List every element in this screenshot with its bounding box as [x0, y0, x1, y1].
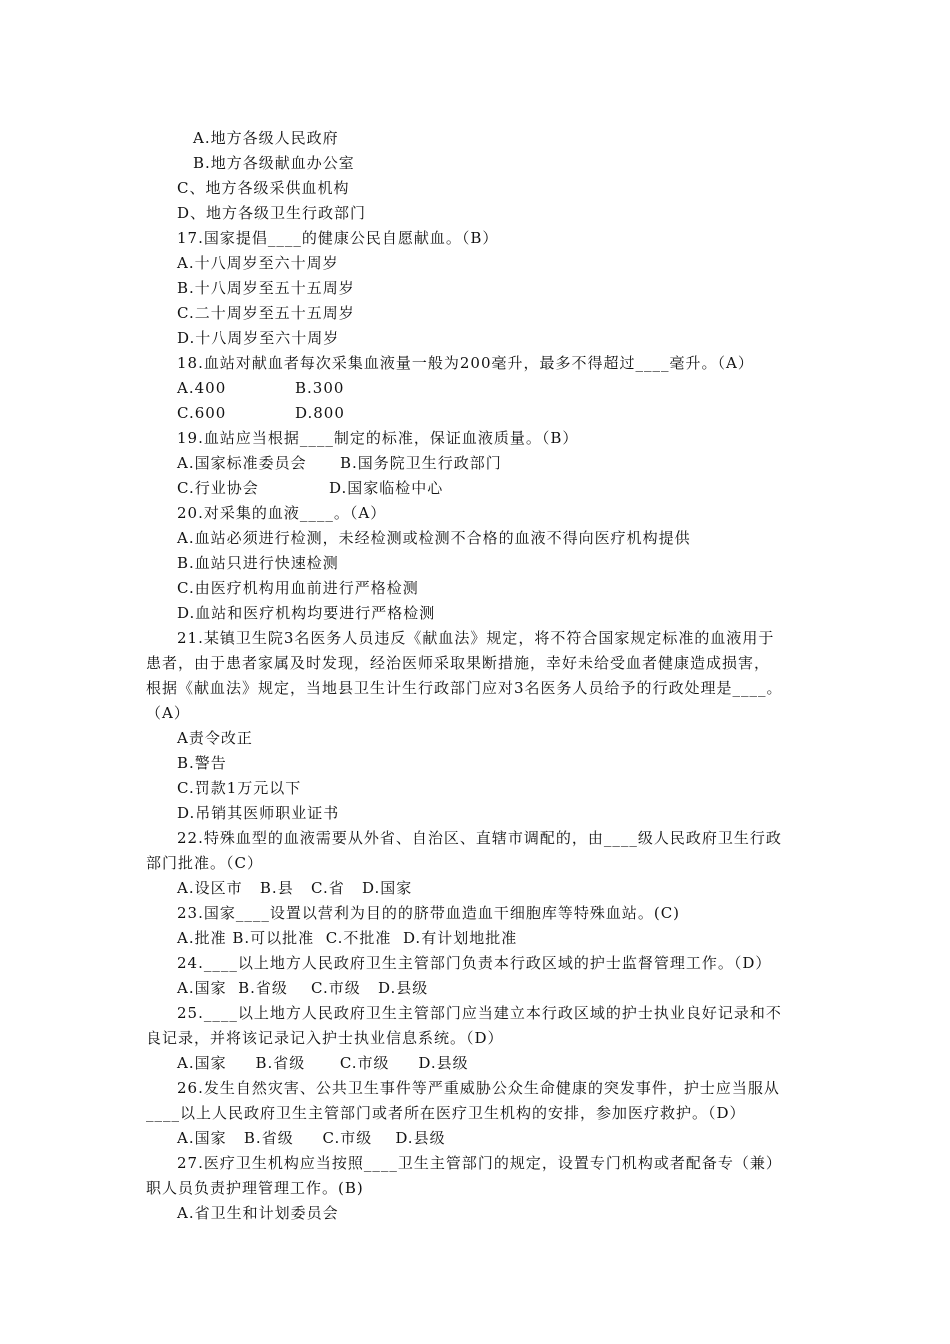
option-line: D.800: [295, 404, 345, 422]
option-line: A.血站必须进行检测，未经检测或检测不合格的血液不得向医疗机构提供: [177, 529, 691, 547]
question-line: 27.医疗卫生机构应当按照____卫生主管部门的规定，设置专门机构或者配备专（兼）: [177, 1154, 782, 1172]
option-line: C.罚款1万元以下: [177, 779, 302, 797]
question-line: 25.____以上地方人民政府卫生主管部门应当建立本行政区域的护士执业良好记录和不: [177, 1004, 782, 1022]
question-line: 部门批准。（C）: [146, 854, 263, 872]
option-line: A.批准 B.可以批准 C.不批准 D.有计划地批准: [177, 929, 518, 947]
question-line: 20.对采集的血液____。（A）: [177, 504, 387, 522]
question-line: 良记录，并将该记录记入护士执业信息系统。（D）: [146, 1029, 504, 1047]
question-line: ____以上人民政府卫生主管部门或者所在医疗卫生机构的安排，参加医疗救护。（D）: [146, 1104, 746, 1122]
option-line: A.十八周岁至六十周岁: [177, 254, 339, 272]
question-line: 职人员负责护理管理工作。(B): [146, 1179, 364, 1197]
option-line: A.400: [177, 379, 227, 397]
option-line: A.国家 B.省级 C.市级 D.县级: [177, 1054, 469, 1072]
question-line: 22.特殊血型的血液需要从外省、自治区、直辖市调配的，由____级人民政府卫生行政: [177, 829, 782, 847]
question-line: 根据《献血法》规定，当地县卫生计生行政部门应对3名医务人员给予的行政处理是____。: [146, 679, 783, 697]
question-line: 21.某镇卫生院3名医务人员违反《献血法》规定，将不符合国家规定标准的血液用于: [177, 629, 775, 647]
option-line: C.行业协会: [177, 479, 259, 497]
question-line: 18.血站对献血者每次采集血液量一般为200毫升，最多不得超过____毫升。（A）: [177, 354, 754, 372]
option-line: A.地方各级人民政府: [193, 129, 339, 147]
option-line: C、地方各级采供血机构: [177, 179, 350, 197]
option-line: B.300: [295, 379, 345, 397]
question-line: 26.发生自然灾害、公共卫生事件等严重威胁公众生命健康的突发事件，护士应当服从: [177, 1079, 780, 1097]
question-line: 24.____以上地方人民政府卫生主管部门负责本行政区域的护士监督管理工作。（D）: [177, 954, 772, 972]
option-line: D、地方各级卫生行政部门: [177, 204, 367, 222]
option-line: A.国家 B.省级 C.市级 D.县级: [177, 1129, 446, 1147]
question-line: （A）: [146, 704, 190, 722]
option-line: B.血站只进行快速检测: [177, 554, 339, 572]
question-line: 23.国家____设置以营利为目的的脐带血造血干细胞库等特殊血站。(C): [177, 904, 681, 922]
option-line: A.国家 B.省级 C.市级 D.县级: [177, 979, 429, 997]
option-line: D.十八周岁至六十周岁: [177, 329, 340, 347]
question-line: 患者，由于患者家属及时发现，经治医师采取果断措施，幸好未给受血者健康造成损害，: [146, 654, 771, 672]
option-line: A.省卫生和计划委员会: [177, 1204, 339, 1222]
option-line: B.十八周岁至五十五周岁: [177, 279, 355, 297]
option-line: A责令改正: [177, 729, 253, 747]
option-line: B.地方各级献血办公室: [193, 154, 355, 172]
option-line: A.国家标准委员会: [177, 454, 307, 472]
option-line: B.警告: [177, 754, 227, 772]
question-line: 19.血站应当根据____制定的标准，保证血液质量。（B）: [177, 429, 579, 447]
question-line: 17.国家提倡____的健康公民自愿献血。（B）: [177, 229, 499, 247]
option-line: B.国务院卫生行政部门: [340, 454, 502, 472]
option-line: C.600: [177, 404, 227, 422]
option-line: D.吊销其医师职业证书: [177, 804, 340, 822]
option-line: D.国家临检中心: [329, 479, 444, 497]
option-line: C.二十周岁至五十五周岁: [177, 304, 355, 322]
option-line: D.血站和医疗机构均要进行严格检测: [177, 604, 436, 622]
option-line: A.设区市 B.县 C.省 D.国家: [177, 879, 413, 897]
option-line: C.由医疗机构用血前进行严格检测: [177, 579, 419, 597]
